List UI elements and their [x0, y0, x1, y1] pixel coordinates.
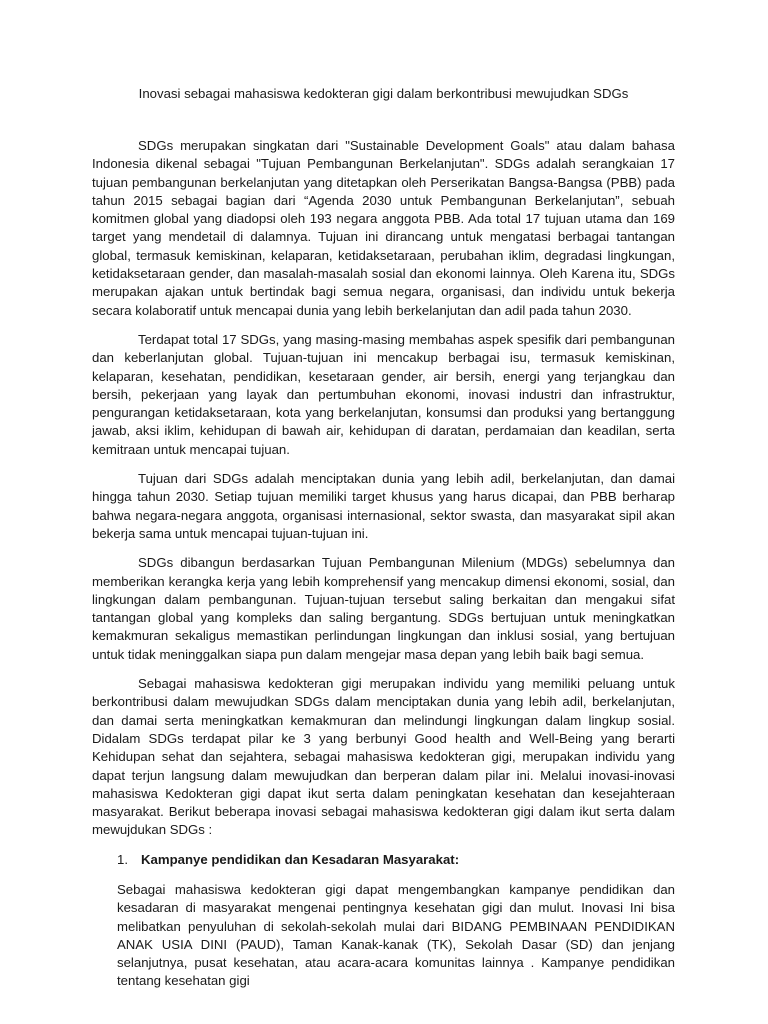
- list-item-1: [92, 851, 675, 869]
- paragraph-3: Tujuan dari SDGs adalah menciptakan dunia yang lebih adil, berkelanjutan, dan damai hingga tahun 2030. Setiap tujuan memiliki target khusus yang harus dicapai, dan PBB berharap bahwa negara-negara anggota, organisasi internasional, sektor swasta, dan masyarakat sipil akan bekerja sama untuk mencapai tujuan-tujuan ini.: [92, 471, 675, 541]
- list-number: 1.: [117, 851, 128, 867]
- list-body-paragraph: Sebagai mahasiswa kedokteran gigi dapat mengembangkan kampanye pendidikan dan kesadaran di masyarakat mengenai pentingnya kesehatan gigi dan mulut. Inovasi Ini bisa melibatkan penyuluhan di sekolah-sekolah mulai dari BIDANG PEMBINAAN PENDIDIKAN ANAK USIA DINI (PAUD), Taman Kanak-kanak (TK), Sekolah Dasar (SD) dan jenjang selanjutnya, pusat kesehatan, atau acara-acara komunitas lainnya . Kampanye pendidikan tentang kesehatan gigi: [117, 881, 675, 989]
- list-heading: Kampanye pendidikan dan Kesadaran Masyarakat:: [141, 851, 460, 867]
- paragraph-5: Sebagai mahasiswa kedokteran gigi merupakan individu yang memiliki peluang untuk berkontribusi dalam mewujudkan SDGs dalam menciptakan dunia yang lebih adil, berkelanjutan, dan damai serta meningkatkan kemakmuran dan melindungi lingkungan dalam lingkup sosial. Didalam SDGs terdapat pilar ke 3 yang berbunyi Good health and Well-Being yang berarti Kehidupan sehat dan sejahtera, sebagai mahasiswa kedokteran gigi, merupakan individu yang dapat terjun langsung dalam mewujudkan dan berperan dalam pilar ini. Melalui inovasi-inovasi mahasiswa Kedokteran gigi dapat ikut serta dalam peningkatan kesehatan dan kesejahteraan masyarakat. Berikut beberapa inovasi sebagai mahasiswa kedokteran gigi dalam ikut serta dalam mewujdukan SDGs :: [92, 676, 675, 838]
- paragraph-2: Terdapat total 17 SDGs, yang masing-masing membahas aspek spesifik dari pembangunan dan keberlanjutan global. Tujuan-tujuan ini mencakup berbagai isu, termasuk kemiskinan, kelaparan, kesehatan, pendidikan, kesetaraan gender, air bersih, energi yang terjangkau dan bersih, pekerjaan yang layak dan pertumbuhan ekonomi, inovasi industri dan infrastruktur, pengurangan ketidaksetaraan, kota yang berkelanjutan, konsumsi dan produksi yang bertanggung jawab, aksi iklim, kehidupan di bawah air, kehidupan di daratan, perdamaian dan keadilan, serta kemitraan untuk mencapai tujuan.: [92, 331, 675, 457]
- paragraph-4: SDGs dibangun berdasarkan Tujuan Pembangunan Milenium (MDGs) sebelumnya dan memberikan kerangka kerja yang lebih komprehensif yang mencakup dimensi ekonomi, sosial, dan lingkungan dalam pembangunan. Tujuan-tujuan tersebut saling berkaitan dan mengakui sifat tantangan global yang kompleks dan saling bergantung. SDGs bertujuan untuk meningkatkan kemakmuran sekaligus memastikan perlindungan lingkungan dan inklusi sosial, yang bertujuan untuk tidak meninggalkan siapa pun dalam mengejar masa depan yang lebih baik bagi semua.: [92, 555, 675, 662]
- paragraph-1: SDGs merupakan singkatan dari "Sustainable Development Goals" atau dalam bahasa Indonesia dikenal sebagai "Tujuan Pembangunan Berkelanjutan". SDGs adalah serangkaian 17 tujuan pembangunan berkelanjutan yang ditetapkan oleh Perserikatan Bangsa-Bangsa (PBB) pada tahun 2015 sebagai bagian dari “Agenda 2030 untuk Pembangunan Berkelanjutan”, sebuah komitmen global yang diadopsi oleh 193 negara anggota PBB. Ada total 17 tujuan utama dan 169 target yang mendetail di dalamnya. Tujuan ini dirancang untuk mengatasi berbagai tantangan global, termasuk kemiskinan, kelaparan, ketidaksetaraan, perubahan iklim, degradasi lingkungan, ketidaksetaraan gender, dan masalah-masalah sosial dan ekonomi lainnya. Oleh Karena itu, SDGs merupakan ajakan untuk bertindak bagi semua negara, organisasi, dan individu untuk bekerja secara kolaboratif untuk mencapai dunia yang lebih berkelanjutan dan adil pada tahun 2030.: [92, 138, 675, 318]
- document-title: Inovasi sebagai mahasiswa kedokteran gigi dalam berkontribusi mewujudkan SDGs: [138, 86, 629, 101]
